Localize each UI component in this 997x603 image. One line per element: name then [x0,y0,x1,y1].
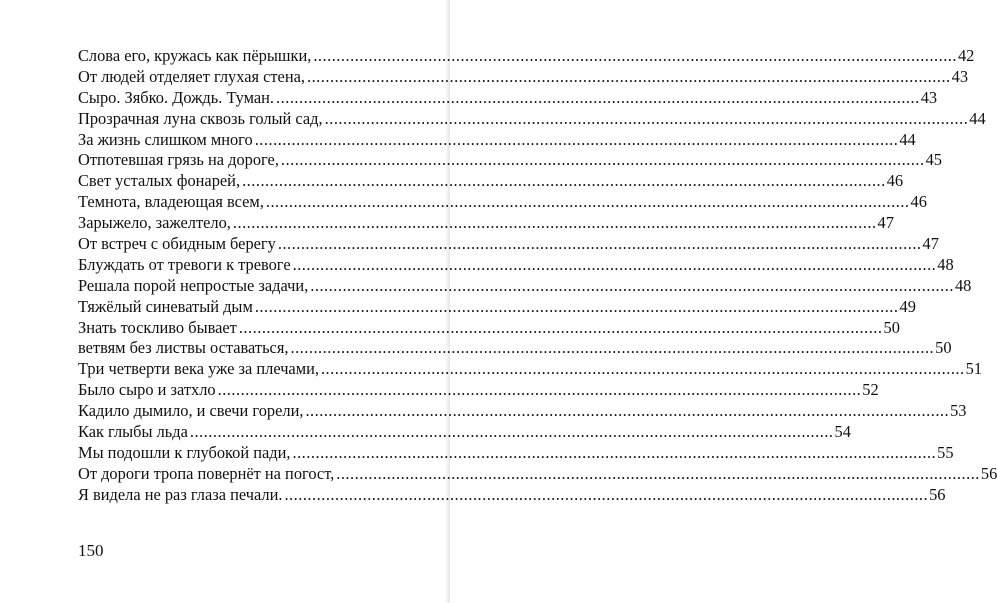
toc-entry-page: 47 [922,234,939,254]
toc-dot-leader [239,318,883,339]
toc-entry-title: Кадило дымило, и свечи горели, [78,401,304,421]
toc-entry [78,484,946,506]
toc-entry-title: Мы подошли к глубокой пади, [78,442,291,462]
toc-dot-leader [242,171,886,192]
toc-entry [78,317,900,339]
toc-entry-title: Зарыжело, зажелтело, [78,213,231,233]
toc-entry-page: 56 [929,484,946,504]
toc-entry-title: Три четверти века уже за плечами, [78,359,319,379]
toc-entry-page: 50 [883,317,900,337]
toc-entry-title: Прозрачная луна сквозь голый сад, [78,108,323,128]
toc-entry-title: Как глыбы льда [78,422,188,442]
toc-dot-leader [321,359,965,380]
toc-entry-title: Слова его, кружась как пёрышки, [78,46,312,65]
toc-dot-leader [281,150,925,171]
toc-entry-page: 53 [950,401,967,421]
toc-entry [78,422,851,443]
toc-entry-title: Тяжёлый синеватый дым [78,296,253,316]
toc-entry [78,401,967,422]
toc-entry [78,463,997,485]
toc-entry-title: Блуждать от тревоги к тревоге [78,254,291,274]
toc-entry [78,129,916,151]
toc-entry-page: 49 [899,296,916,316]
toc-entry-page: 45 [925,150,942,170]
toc-entry-page: 46 [886,171,904,191]
toc-entry-page: 43 [951,66,969,86]
toc-entry [78,254,954,276]
toc-entry-page: 54 [834,422,851,442]
toc-dot-leader [218,380,862,401]
toc-entry-title: Темнота, владеющая всем, [78,192,264,212]
toc-dot-leader [255,130,899,151]
toc-entry-title: Отпотевшая грязь на дороге, [78,150,279,170]
toc-entry [78,192,927,213]
table-of-contents [78,46,997,506]
toc-dot-leader [266,192,910,213]
toc-dot-leader [293,255,937,276]
toc-dot-leader [313,46,957,67]
toc-entry-title: Решала порой непростые задачи, [78,275,309,295]
toc-dot-leader [325,109,969,130]
toc-entry [78,150,942,171]
toc-entry-page: 46 [910,192,927,212]
toc-entry [78,66,969,88]
toc-dot-leader [284,485,928,506]
toc-entry [78,275,972,297]
toc-entry-page: 52 [862,380,879,400]
toc-dot-leader [305,401,949,422]
toc-entry [78,213,894,234]
toc-dot-leader [233,213,877,234]
toc-entry-title: Я видела не раз глаза печали. [78,484,283,504]
toc-dot-leader [255,297,899,318]
toc-dot-leader [292,443,936,464]
toc-entry-title: Сыро. Зябко. Дождь. Туман. [78,87,275,107]
page-number: 150 [78,541,104,560]
toc-entry-title: От встреч с обидным берегу [78,234,276,254]
toc-entry-page: 47 [877,213,894,233]
toc-entry-page: 44 [969,108,986,128]
toc-entry-page: 42 [957,46,975,65]
toc-dot-leader [307,67,951,88]
toc-entry [78,442,954,464]
toc-entry [78,234,939,255]
toc-entry-title: Было сыро и затхло [78,380,216,400]
toc-dot-leader [278,234,922,255]
toc-entry [78,359,983,380]
toc-dot-leader [310,276,954,297]
toc-entry-page: 51 [965,359,983,379]
toc-entry-page: 55 [937,442,954,462]
toc-dot-leader [336,464,980,485]
toc-dot-leader [190,422,834,443]
toc-entry [78,46,975,67]
toc-dot-leader [290,338,934,359]
toc-entry [78,380,879,401]
toc-entry [78,108,986,130]
toc-entry-title: От людей отделяет глухая стена, [78,66,305,86]
toc-dot-leader [276,88,920,109]
toc-entry [78,171,904,192]
toc-entry [78,296,916,318]
toc-entry-title: ветвям без листвы оставаться, [78,338,289,358]
toc-entry-page: 43 [920,87,938,107]
toc-entry-page: 50 [935,338,952,358]
toc-entry [78,338,952,359]
toc-entry-page: 44 [899,129,916,149]
toc-entry-page: 56 [980,463,997,483]
toc-entry-title: От дороги тропа повернёт на погост, [78,463,335,483]
toc-entry [78,87,938,109]
toc-entry-title: За жизнь слишком много [78,129,253,149]
toc-entry-title: Знать тоскливо бывает [78,317,237,337]
toc-entry-page: 48 [954,275,972,295]
toc-entry-title: Свет усталых фонарей, [78,171,241,191]
toc-entry-page: 48 [937,254,954,274]
